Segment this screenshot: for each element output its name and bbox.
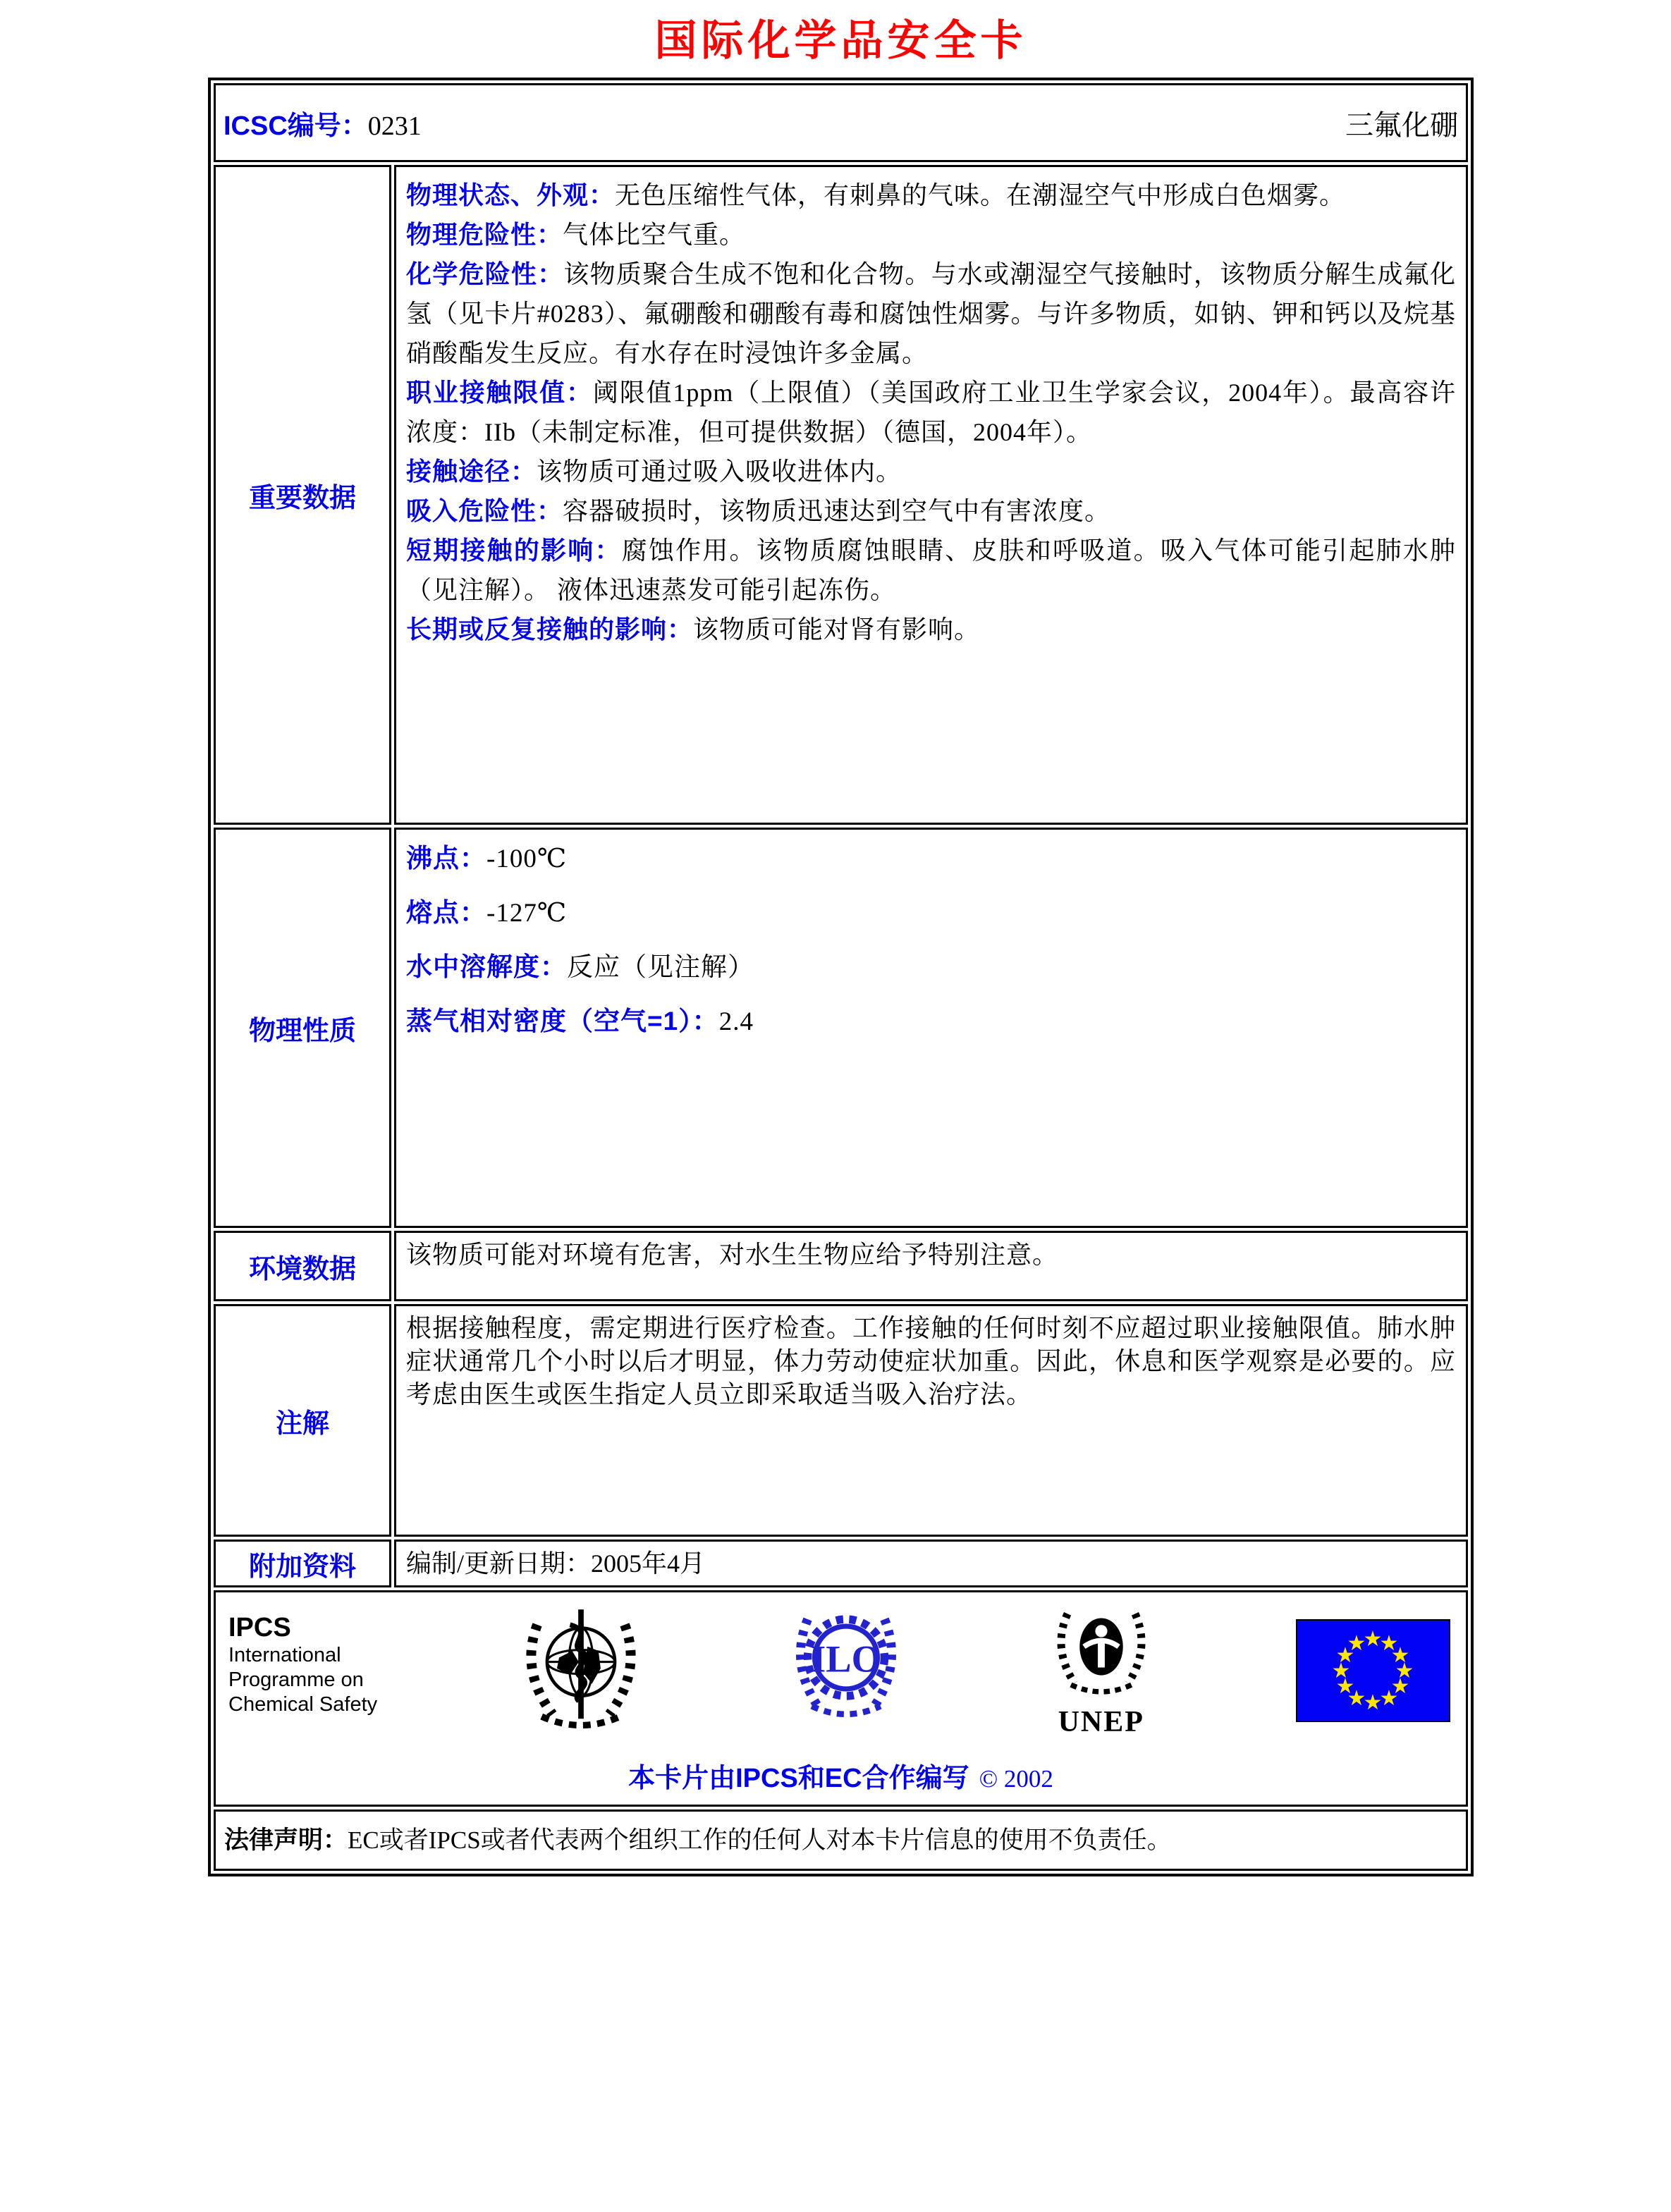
property-label: 蒸气相对密度（空气=1）： bbox=[406, 1007, 719, 1036]
eu-flag-icon bbox=[1296, 1619, 1450, 1722]
unep-wordmark: UNEP bbox=[1058, 1706, 1144, 1738]
section-label-additional-info: 附加资料 bbox=[214, 1540, 391, 1587]
svg-text:★: ★ bbox=[1347, 1631, 1366, 1656]
property-label: 水中溶解度： bbox=[406, 952, 567, 981]
additional-info-row bbox=[214, 1540, 1468, 1587]
important-item bbox=[406, 373, 1456, 452]
important-item bbox=[406, 531, 1456, 610]
caption-text: 本卡片由IPCS和EC合作编写 bbox=[628, 1764, 969, 1793]
property-value: 2.4 bbox=[718, 1007, 754, 1036]
item-text: 腐蚀作用。该物质腐蚀眼睛、皮肤和呼吸道。吸入气体可能引起肺水肿（见注解）。 液体迅速蒸发可能引起冻伤。 bbox=[406, 536, 1456, 604]
physical-properties-row bbox=[214, 828, 1468, 1228]
icsc-number-label: ICSC编号： bbox=[224, 111, 368, 141]
property-line bbox=[406, 895, 1456, 931]
icsc-card-table bbox=[208, 78, 1474, 1876]
svg-text:★: ★ bbox=[1335, 1643, 1355, 1668]
property-label: 熔点： bbox=[406, 898, 486, 927]
ipcs-acronym: IPCS bbox=[228, 1613, 291, 1642]
important-item bbox=[406, 254, 1456, 373]
svg-text:★: ★ bbox=[1331, 1659, 1351, 1683]
item-label: 物理危险性： bbox=[406, 220, 563, 249]
legal-cell bbox=[214, 1809, 1468, 1871]
ipcs-line3: Chemical Safety bbox=[228, 1693, 378, 1716]
section-label-notes: 注解 bbox=[214, 1304, 391, 1537]
legal-label: 法律声明： bbox=[224, 1826, 348, 1854]
footer-cell bbox=[214, 1590, 1468, 1807]
important-item bbox=[406, 452, 1456, 491]
item-label: 化学危险性： bbox=[406, 259, 564, 288]
property-line bbox=[406, 950, 1456, 985]
additional-info-content: 编制/更新日期：2005年4月 bbox=[394, 1540, 1468, 1587]
item-text: 无色压缩性气体，有刺鼻的气味。在潮湿空气中形成白色烟雾。 bbox=[615, 181, 1346, 209]
section-label-physical-properties: 物理性质 bbox=[214, 828, 391, 1228]
item-label: 物理状态、外观： bbox=[406, 180, 616, 209]
item-text: 容器破损时，该物质迅速达到空气中有害浓度。 bbox=[563, 497, 1111, 525]
ipcs-line1: International bbox=[228, 1644, 341, 1666]
section-label-environmental-data: 环境数据 bbox=[214, 1231, 391, 1301]
item-label: 吸入危险性： bbox=[406, 496, 563, 525]
property-line bbox=[406, 841, 1456, 877]
environmental-data-row bbox=[214, 1231, 1468, 1301]
item-label: 接触途径： bbox=[406, 457, 537, 486]
legal-text: EC或者IPCS或者代表两个组织工作的任何人对本卡片信息的使用不负责任。 bbox=[348, 1826, 1172, 1854]
page-title: 国际化学品安全卡 bbox=[654, 17, 1027, 64]
environmental-data-content: 该物质可能对环境有危害，对水生生物应给予特别注意。 bbox=[394, 1231, 1468, 1301]
svg-text:★: ★ bbox=[1379, 1686, 1399, 1711]
svg-text:★: ★ bbox=[1363, 1627, 1383, 1652]
svg-text:ILO: ILO bbox=[810, 1637, 881, 1680]
important-item bbox=[406, 491, 1456, 531]
important-item bbox=[406, 215, 1456, 254]
important-data-content bbox=[394, 165, 1468, 825]
svg-text:★: ★ bbox=[1363, 1690, 1383, 1715]
ipcs-line2: Programme on bbox=[228, 1669, 364, 1691]
item-label: 长期或反复接触的影响： bbox=[406, 615, 694, 644]
item-label: 短期接触的影响： bbox=[406, 536, 622, 565]
icsc-number-value: 0231 bbox=[367, 111, 422, 141]
item-text: 气体比空气重。 bbox=[563, 221, 746, 249]
property-value: -127℃ bbox=[486, 899, 568, 928]
footer-caption bbox=[227, 1756, 1455, 1795]
ipcs-text-block bbox=[228, 1612, 377, 1717]
unep-logo-icon bbox=[1045, 1605, 1158, 1739]
svg-text:★: ★ bbox=[1390, 1674, 1410, 1699]
important-data-row bbox=[214, 165, 1468, 825]
item-text: 该物质可通过吸入吸收进体内。 bbox=[537, 457, 902, 486]
svg-text:★: ★ bbox=[1335, 1674, 1355, 1699]
chemical-name: 三氟化硼 bbox=[1345, 109, 1459, 141]
item-label: 职业接触限值： bbox=[406, 378, 593, 407]
svg-text:★: ★ bbox=[1347, 1686, 1366, 1711]
item-text: 该物质聚合生成不饱和化合物。与水或潮湿空气接触时，该物质分解生成氟化氢（见卡片#0283）、氟硼酸和硼酸有毒和腐蚀性烟雾。与许多物质，如钠、钾和钙以及烷基硝酸酯发生反应。有水存在时浸蚀许多金属。 bbox=[406, 260, 1457, 367]
header-row bbox=[214, 83, 1468, 162]
footer-row bbox=[214, 1590, 1468, 1807]
notes-row bbox=[214, 1304, 1468, 1537]
header-cell bbox=[214, 83, 1468, 162]
who-logo-icon bbox=[515, 1605, 647, 1736]
legal-row bbox=[214, 1809, 1468, 1871]
important-item bbox=[406, 610, 1456, 649]
property-line bbox=[406, 1004, 1456, 1040]
property-value: -100℃ bbox=[486, 844, 568, 873]
item-text: 阈限值1ppm（上限值）（美国政府工业卫生学家会议，2004年）。最高容许浓度：IIb（未制定标准，但可提供数据）（德国，2004年）。 bbox=[406, 379, 1456, 446]
item-text: 该物质可能对肾有影响。 bbox=[693, 615, 981, 644]
svg-text:★: ★ bbox=[1395, 1659, 1414, 1683]
logo-row bbox=[227, 1602, 1455, 1743]
important-item bbox=[406, 176, 1456, 215]
ilo-logo-icon bbox=[785, 1605, 907, 1726]
svg-text:★: ★ bbox=[1379, 1631, 1399, 1656]
property-value: 反应（见注解） bbox=[567, 953, 754, 982]
copyright-text: © 2002 bbox=[979, 1765, 1053, 1793]
section-label-important-data: 重要数据 bbox=[214, 165, 391, 825]
physical-properties-content bbox=[394, 828, 1468, 1228]
svg-text:★: ★ bbox=[1390, 1643, 1410, 1668]
notes-content: 根据接触程度，需定期进行医疗检查。工作接触的任何时刻不应超过职业接触限值。肺水肿症状通常几个小时以后才明显，体力劳动使症状加重。因此，休息和医学观察是必要的。应考虑由医生或医生指定人员立即采取适当吸入治疗法。 bbox=[394, 1304, 1468, 1537]
property-label: 沸点： bbox=[406, 844, 486, 873]
